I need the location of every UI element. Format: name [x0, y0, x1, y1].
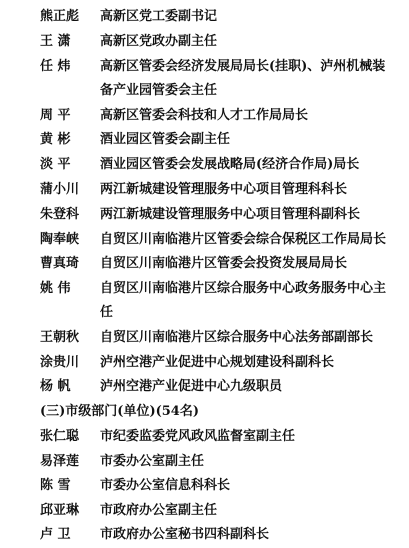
person-name: 涂贵川 [40, 355, 80, 370]
person-title: 高新区管委会经济发展局局长(挂职)、泸州机械装备产业园管委会主任 [100, 59, 386, 98]
person-title: 酒业园区管委会发展战略局(经济合作局)局长 [100, 157, 360, 172]
person-title: 市政府办公室副主任 [100, 503, 218, 518]
person-name: 蒲小川 [40, 182, 80, 197]
person-name: 熊正彪 [40, 9, 80, 24]
person-name: 王朝秋 [40, 330, 80, 345]
person-title: 两江新城建设管理服务中心项目管理科副科长 [100, 207, 361, 222]
person-title: 自贸区川南临港片区管委会投资发展局局长 [100, 256, 348, 271]
person-title: 泸州空港产业促进中心规划建设科副科长 [100, 355, 335, 370]
person-title: 自贸区川南临港片区管委会综合保税区工作局局长 [100, 232, 387, 247]
person-title: 市委办公室信息科科长 [100, 478, 231, 493]
person-title: 高新区党政办副主任 [100, 34, 218, 49]
person-name: 杨 帆 [40, 379, 71, 394]
person-title: 两江新城建设管理服务中心项目管理科科长 [100, 182, 348, 197]
person-title: 高新区党工委副书记 [100, 9, 218, 24]
person-name: 周 平 [40, 108, 71, 123]
person-title: 酒业园区管委会副主任 [100, 132, 231, 147]
person-title: 自贸区川南临港片区综合服务中心政务服务中心主任 [100, 281, 387, 320]
person-name: 曹真琦 [40, 256, 80, 271]
person-name: 易泽莲 [40, 454, 80, 469]
person-title: 市纪委监委党风政风监督室副主任 [100, 429, 296, 444]
person-name: 黄 彬 [40, 132, 71, 147]
person-name: 邱亚琳 [40, 503, 80, 518]
person-name: 张仁聪 [40, 429, 80, 444]
person-name: 淡 平 [40, 157, 71, 172]
person-name: 卢 卫 [40, 527, 71, 542]
person-title: 自贸区川南临港片区综合服务中心法务部副部长 [100, 330, 374, 345]
person-title: 市政府办公室秘书四科副科长 [100, 527, 270, 542]
person-name: 陈 雪 [40, 478, 71, 493]
person-name: 任 炜 [40, 59, 71, 74]
person-name: 姚 伟 [40, 281, 71, 296]
person-name: 陶奉峡 [40, 232, 80, 247]
person-title: 市委办公室副主任 [100, 454, 205, 469]
person-name: 王 潇 [40, 34, 71, 49]
person-name: 朱登科 [40, 207, 80, 222]
person-title: 高新区管委会科技和人才工作局局长 [100, 108, 309, 123]
person-title: 泸州空港产业促进中心九级职员 [100, 379, 283, 394]
section-heading: (三)市级部门(单位)(54名) [40, 404, 199, 419]
